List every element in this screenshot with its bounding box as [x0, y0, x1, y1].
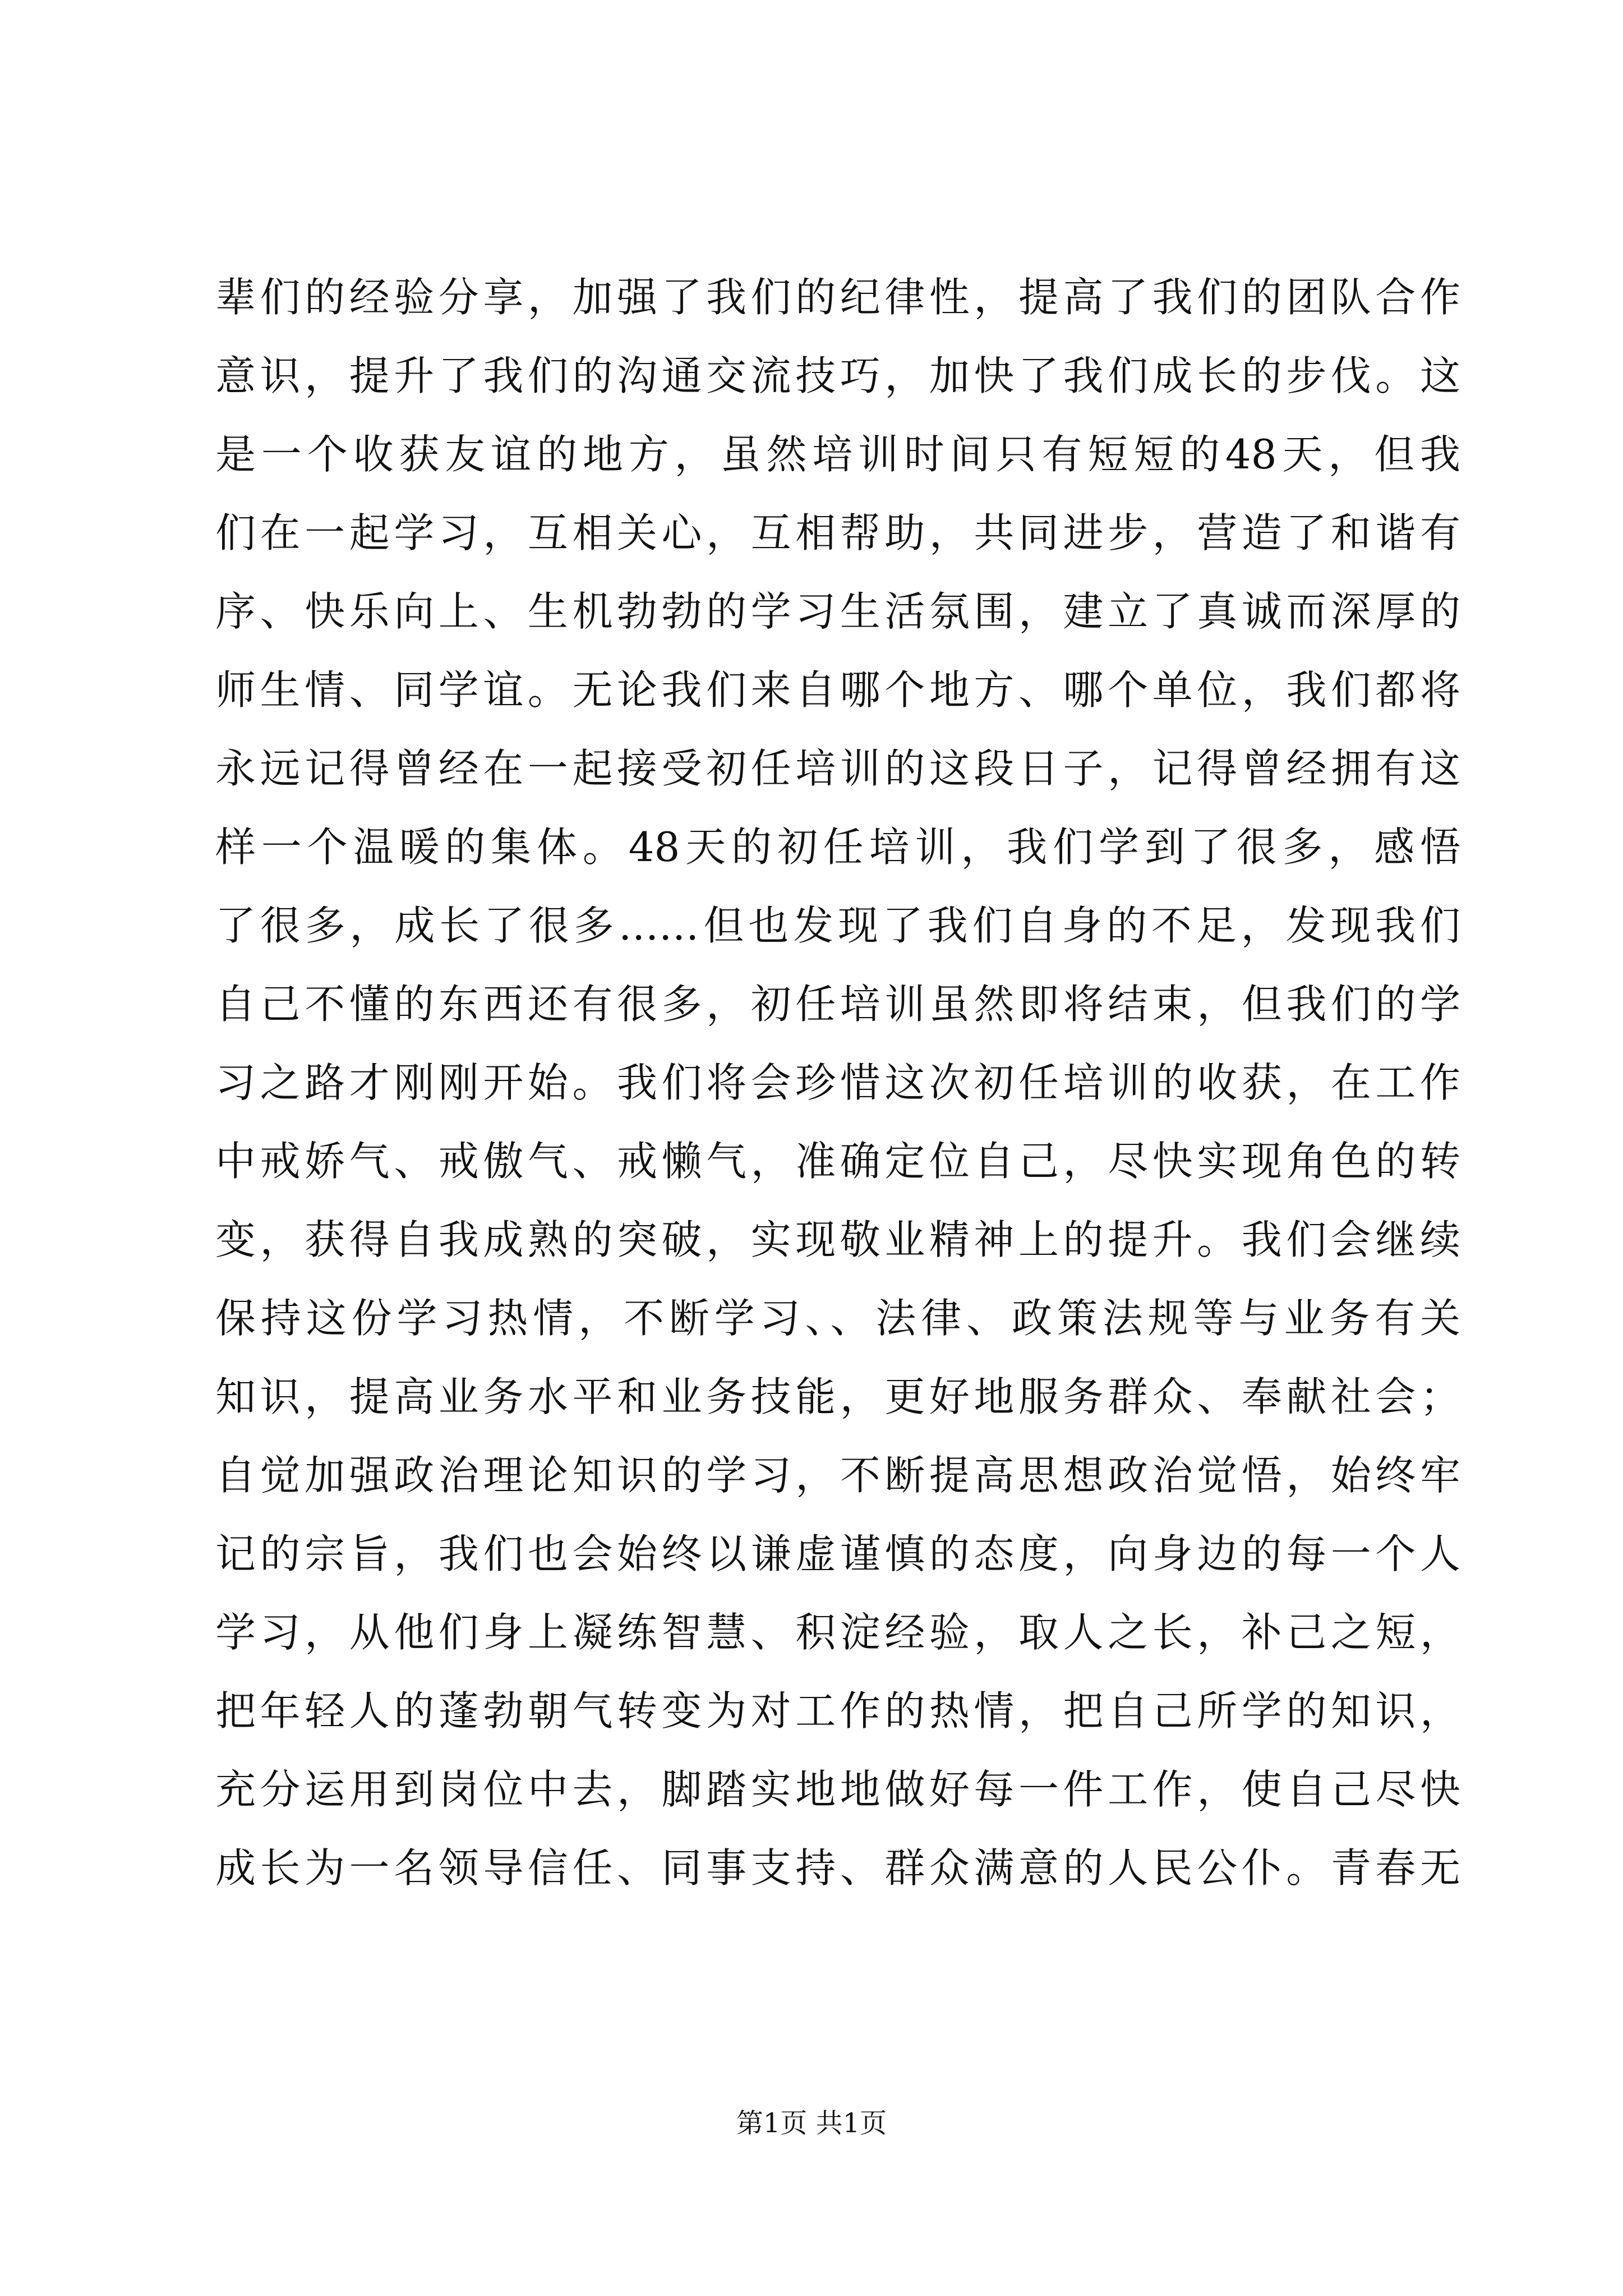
text-line: 了很多，成长了很多……但也发现了我们自身的不足，发现我们	[215, 902, 1460, 949]
body-text	[215, 258, 1460, 1907]
text-line: 序、快乐向上、生机勃勃的学习生活氛围，建立了真诚而深厚的	[215, 588, 1460, 635]
text-line: 自觉加强政治理论知识的学习，不断提高思想政治觉悟，始终牢	[215, 1452, 1460, 1499]
text-line: 自己不懂的东西还有很多，初任培训虽然即将结束，但我们的学	[215, 981, 1460, 1028]
text-line: 充分运用到岗位中去，脚踏实地地做好每一件工作，使自己尽快	[215, 1766, 1460, 1813]
text-line: 样一个温暖的集体。48天的初任培训，我们学到了很多，感悟	[215, 823, 1460, 871]
text-line: 意识，提升了我们的沟通交流技巧，加快了我们成长的步伐。这	[215, 352, 1460, 399]
text-line: 中戒娇气、戒傲气、戒懒气，准确定位自己，尽快实现角色的转	[215, 1138, 1460, 1185]
text-line: 们在一起学习，互相关心，互相帮助，共同进步，营造了和谐有	[215, 509, 1460, 556]
text-line: 是一个收获友谊的地方，虽然培训时间只有短短的48天，但我	[215, 431, 1460, 478]
text-line: 学习，从他们身上凝练智慧、积淀经验，取人之长，补己之短，	[215, 1609, 1460, 1656]
text-line: 变，获得自我成熟的突破，实现敬业精神上的提升。我们会继续	[215, 1216, 1460, 1263]
text-line: 记的宗旨，我们也会始终以谦虚谨慎的态度，向身边的每一个人	[215, 1530, 1460, 1577]
text-line: 永远记得曾经在一起接受初任培训的这段日子，记得曾经拥有这	[215, 745, 1460, 792]
page-number-footer: 第1页 共1页	[736, 2108, 887, 2139]
text-line: 成长为一名领导信任、同事支持、群众满意的人民公仆。青春无	[215, 1844, 1460, 1892]
text-line: 保持这份学习热情，不断学习、、法律、政策法规等与业务有关	[215, 1295, 1460, 1342]
text-line: 师生情、同学谊。无论我们来自哪个地方、哪个单位，我们都将	[215, 666, 1460, 714]
text-line: 知识，提高业务水平和业务技能，更好地服务群众、奉献社会；	[215, 1373, 1460, 1420]
text-line: 把年轻人的蓬勃朝气转变为对工作的热情，把自己所学的知识，	[215, 1687, 1460, 1734]
text-line: 习之路才刚刚开始。我们将会珍惜这次初任培训的收获，在工作	[215, 1059, 1460, 1106]
text-line: 辈们的经验分享，加强了我们的纪律性，提高了我们的团队合作	[215, 274, 1460, 321]
